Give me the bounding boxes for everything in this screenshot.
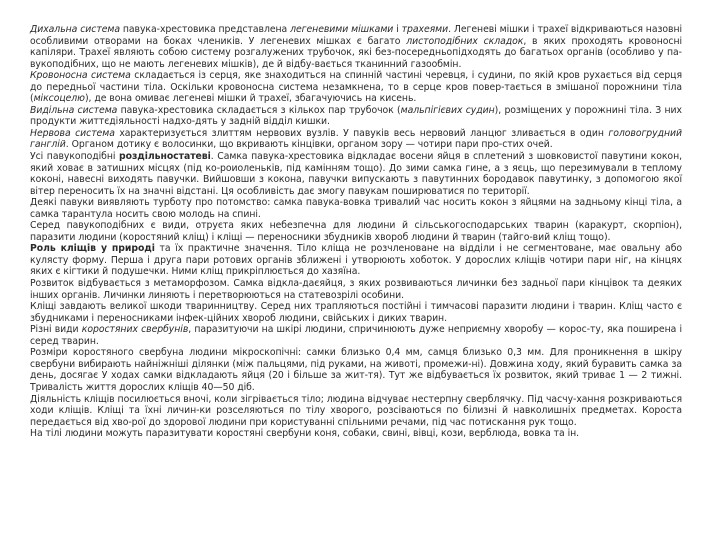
text-run: павука-хрестовика представлена <box>119 24 291 35</box>
paragraph <box>30 428 682 440</box>
paragraph <box>30 105 682 128</box>
italic-term: мальпігієвих судин <box>400 104 495 116</box>
text-run: Серед павукоподібних є види, отруєта яких небезпечна для людини й сільськогосподарських тварин (каракурт, скорпіон), паразити людини (коростяний кліщ) і кліщі — переносники збудників хвороб людини й тварин (тайго-вий кліщ тощо). <box>30 220 682 243</box>
text-run: Усі павукоподібні <box>30 151 119 163</box>
paragraph <box>30 197 682 220</box>
paragraph <box>30 70 682 105</box>
text-run: Розвиток відбувається з метаморфозом. Самка відкла-даєяйця, з яких розвиваються личинки без задньої пари кінцівок та деяких інших органів. Личинки линяють і перетворюються на статевозрілі особини. <box>30 278 682 301</box>
italic-term: легеневими мішками <box>290 24 394 35</box>
paragraph <box>30 347 682 393</box>
italic-term: міксоцелю <box>33 93 85 105</box>
italic-term: трахеями <box>401 24 449 35</box>
text-run: На тілі людини можуть паразитувати коростяні свербуни коня, собаки, свині, вівці, кози, верблюда, вовка та ін. <box>30 428 580 440</box>
text-run: Різні види <box>30 324 82 336</box>
italic-term: Кровоносна система <box>30 70 131 82</box>
paragraph <box>30 278 682 301</box>
paragraph <box>30 301 682 324</box>
paragraph <box>30 128 682 151</box>
text-run: ), розміщених у порожнині тіла. З них продукти життєдіяльності надхо-дять у задній відділ кишки. <box>30 104 682 128</box>
text-run: Кліщі завдають великої шкоди тваринництву. Серед них трапляються постійні і тимчасові паразити людини і тварин. Кліщ часто є збудниками і переносниками інфек-ційних хвороб людини, свійських і диких тварин. <box>30 301 682 324</box>
text-run: складається із серця, яке знаходиться на спинній частині черевця, і судини, по якій кров рухається від серця до передньої частини тіла. Оскільки кровоносна система незамкнена, то в серце кров повер-тається в змішаної порожнини тіла ( <box>30 70 682 105</box>
paragraph <box>30 394 682 429</box>
text-run: Діяльність кліщів посилюється вночі, коли зігрівається тіло; людина відчуває нестерпну сверблячку. Під часчу-хання розкриваються ходи кліщів. Кліщі та їхні личин-ки розселяються по тілу хворого, розсіваються по білизні й навколишніх предметах. Короста передається від хво-рої до здорової людини при користуванні спільними речами, під час потискання рук тощо. <box>30 393 682 428</box>
italic-term: Дихальна система <box>30 24 120 35</box>
text-run: характеризується злиттям нервових вузлів. У павуків весь нервовий ланцюг зливається в один <box>114 127 609 139</box>
paragraph <box>30 243 682 278</box>
text-run: і <box>393 24 402 35</box>
text-run: та їх практичне значення. Тіло кліща не розчленоване на відділи і не сегментоване, має овальну або кулясту форму. Перша і друга пари ротових органів зближені і утворюють хоботок. У дорослих кліщів чотири пари ніг, на кінцях яких є кігтики й подушечки. Ними кліщ прикріплюється до хазяїна. <box>30 243 683 278</box>
text-run: , в яких проходять кровоносні капіляри. Трахеї являють собою систему розгалужених трубочок, які без-посередньопідходять до багатьох органів (особливо у па-вукоподібних, що не мають легеневих мішків), де й відбу-вається тканинний газообмін. <box>30 35 682 70</box>
text-run: Розміри коростяного свербуна людини мікроскопічні: самки близько 0,4 мм, самця близько 0,3 мм. Для проникнення в шкіру свербуни вибирають найніжніші ділянки (між пальцями, під руками, на животі, промежи-ні). Довжина ходу, який буравить самка за день, досягає У ходах самки відкладають яйця (20 і більше за жит-тя). Тут же відбувається їх розвиток, який триває 1 — 2 тижні. Тривалість життя дорослих кліщів 40—50 діб. <box>30 347 682 393</box>
paragraph <box>30 324 682 347</box>
bold-term: роздільностатеві <box>119 151 211 163</box>
italic-term: Нервова система <box>30 127 115 139</box>
italic-term: листоподібних складок <box>406 35 524 47</box>
text-run: Деякі павуки виявляють турботу про потомство: самка павука-вовка тривалий час носить кокон з яйцями на задньому кінці тіла, а самка тарантула носить свою молодь на спині. <box>30 197 682 220</box>
text-run: павука-хрестовика складається з кількох пар трубочок ( <box>117 104 401 116</box>
text-run: ), де вона омиває легеневі мішки й трахеї, збагачуючись на кисень. <box>84 93 417 105</box>
text-run: , паразитуючи на шкірі людини, спричинюють дуже неприємну хворобу — корос-ту, яка поширена і серед тварин. <box>30 324 682 347</box>
italic-term: головогрудний ганглій <box>30 127 682 151</box>
text-run: . Легеневі мішки і трахеї відкриваються назовні особливими отворами на боках члеників. У легеневих мішках є багато <box>30 24 683 47</box>
text-run: . Органом дотику є волосинки, що вкривають кінцівки, органом зору — чотири пари про-стих очей. <box>65 139 553 151</box>
document-body <box>30 24 682 440</box>
bold-term: Роль кліщів у природі <box>30 243 155 255</box>
italic-term: Видільна система <box>30 104 118 116</box>
paragraph <box>30 220 682 243</box>
text-run: . Самка павука-хрестовика відкладає восени яйця в сплетений з шовковистої павутини кокон, який ховає в затишних місцях (під ко-роиоленьків, під камінням тощо). До зими самка гине, а з яєць, що перезимували в теплому коконі, навесні виходять павучки. Вийшовши з кокона, павучки випускають з павутинних бородавок павутинку, з допомогою якої вітер переносить їх на значні відстані. Ця особливість дає змогу павукам поширюватися по території. <box>30 151 682 197</box>
italic-term: коростяних свербунів <box>81 324 189 336</box>
paragraph <box>30 24 682 70</box>
paragraph <box>30 151 682 197</box>
